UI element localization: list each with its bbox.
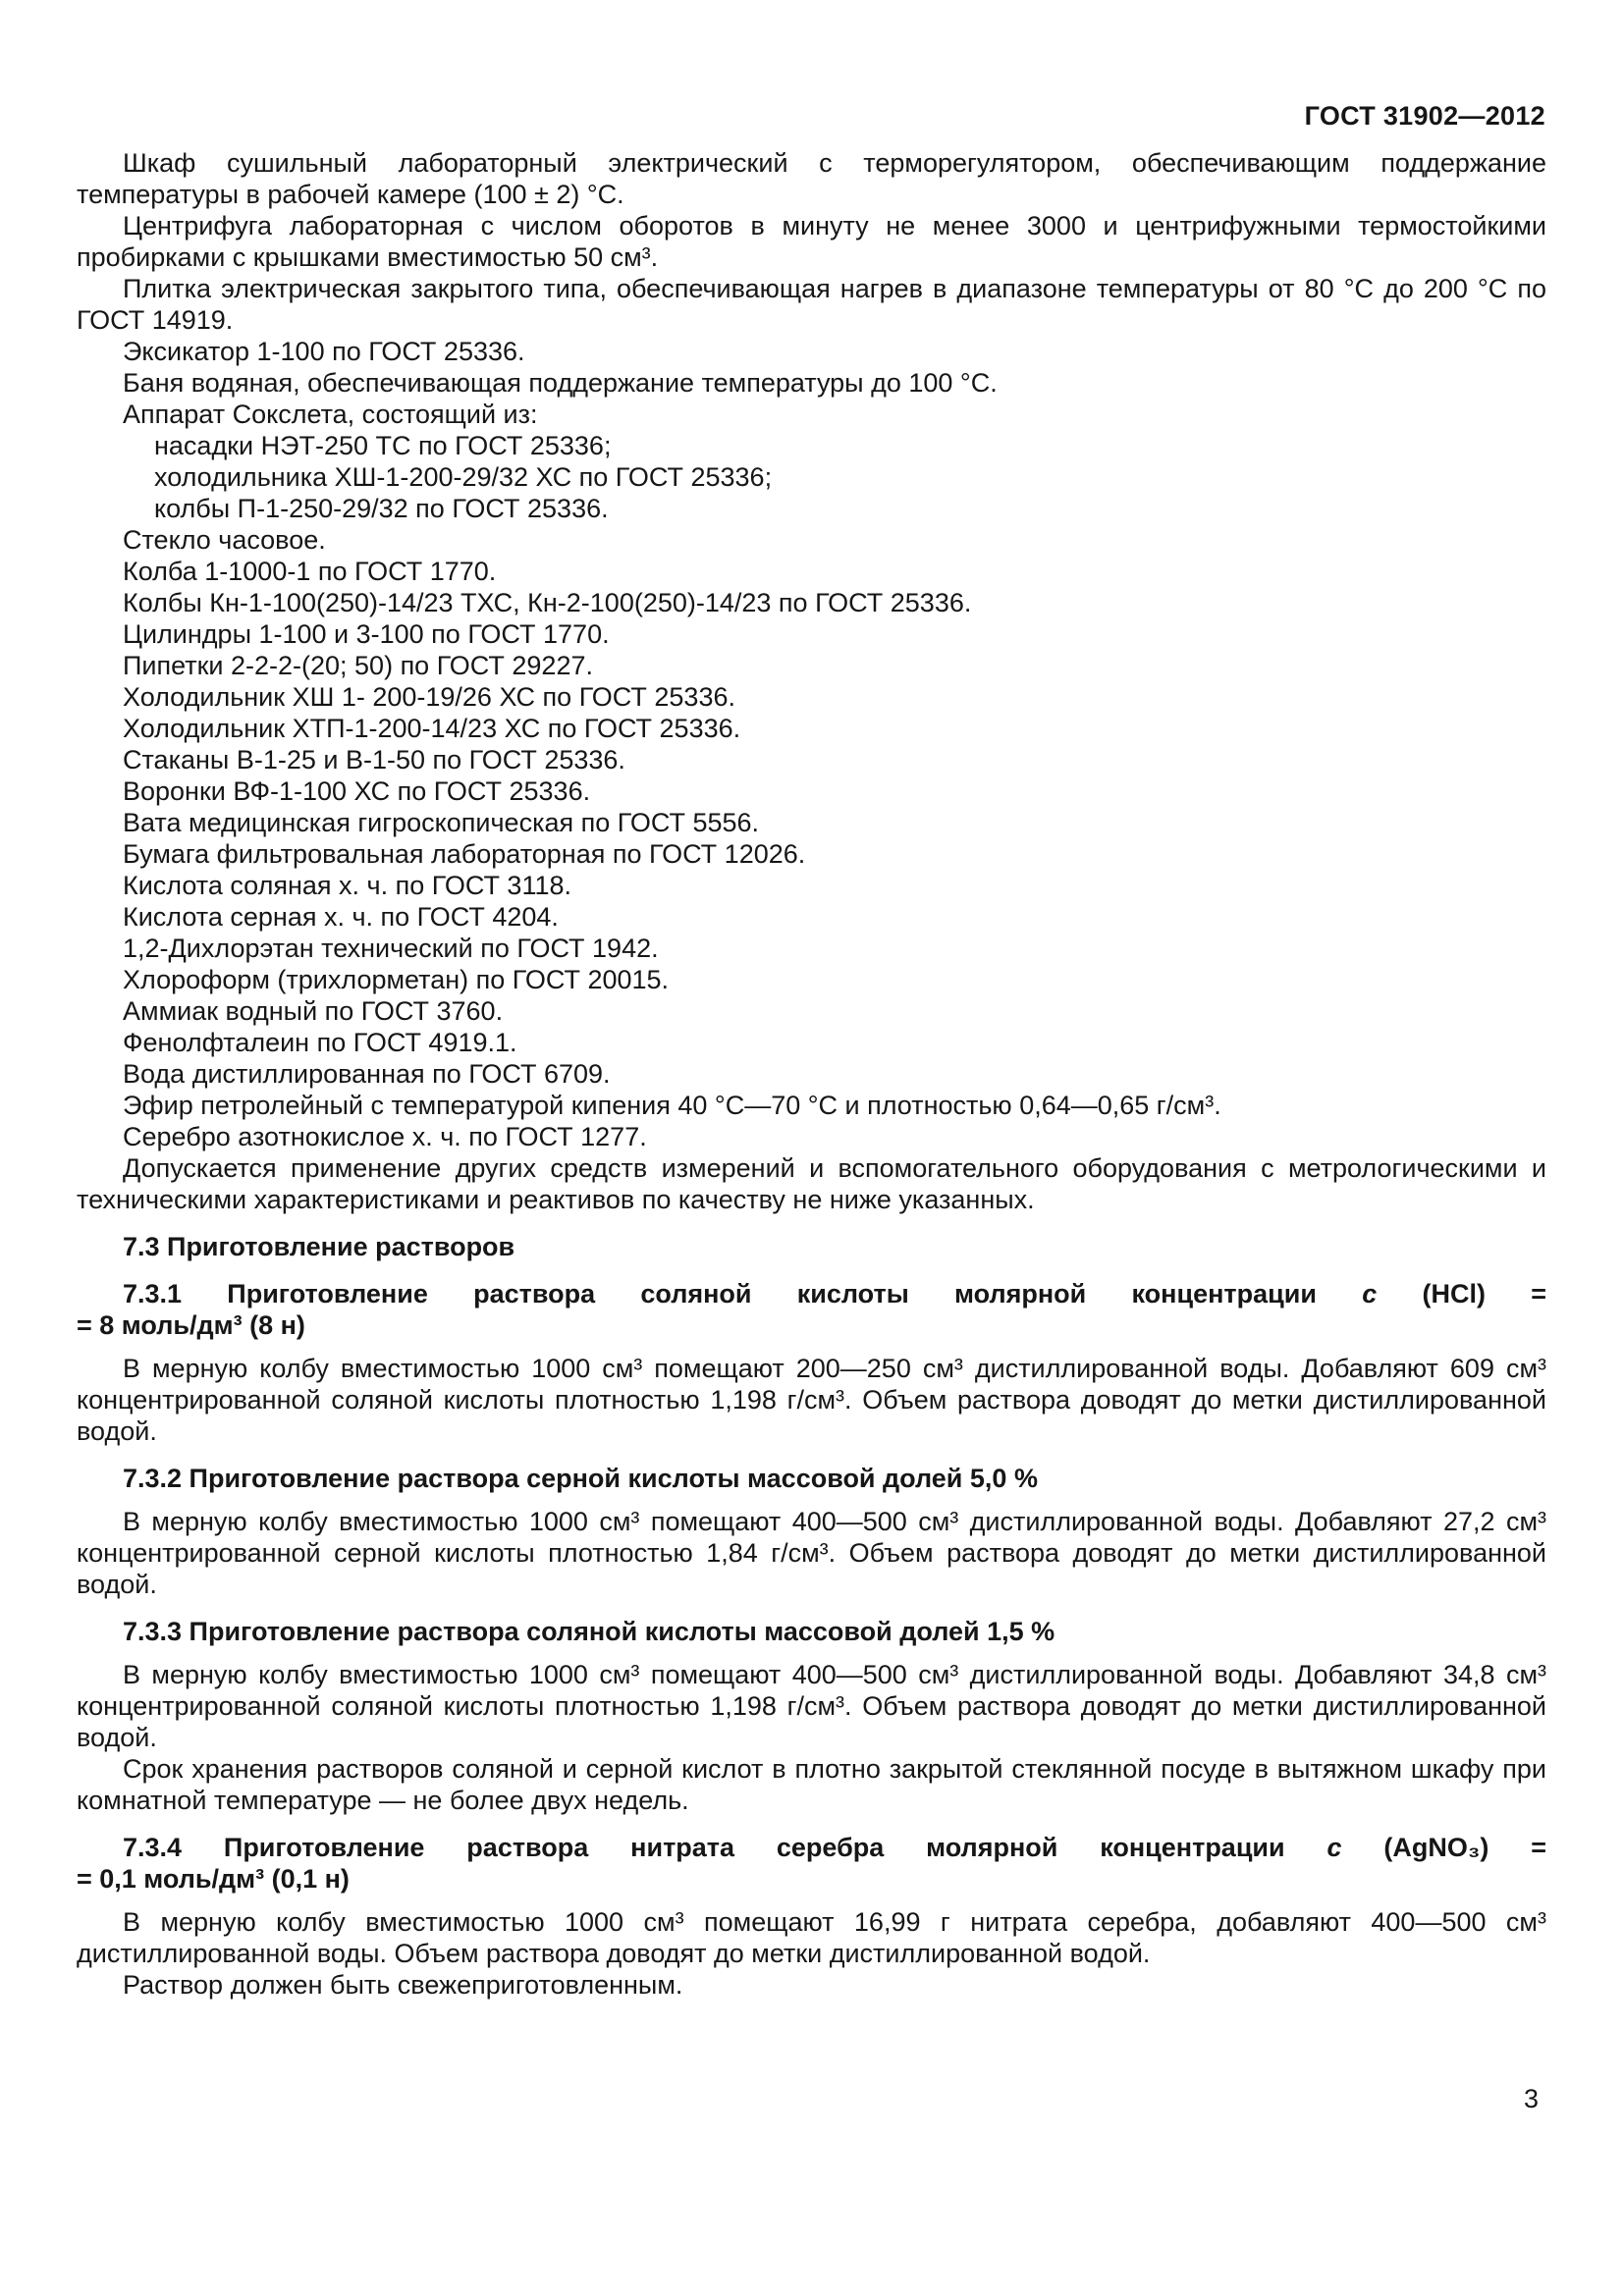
paragraph: В мерную колбу вместимостью 1000 см³ помещают 400—500 см³ дистиллированной воды. Добавляют 34,8 см³ концентрированной соляной кислоты плотностью 1,198 г/см³. Объем раствора доводят до метки дистиллированной водой. (77, 1660, 1546, 1752)
document-code: ГОСТ 31902—2012 (1304, 101, 1545, 131)
heading-line-2: = 0,1 моль/дм³ (0,1 н) (77, 1864, 350, 1894)
heading-formula: (AgNO₃) = (1383, 1833, 1546, 1862)
paragraph: В мерную колбу вместимостью 1000 см³ помещают 400—500 см³ дистиллированной воды. Добавляют 27,2 см³ концентрированной серной кислоты плотностью 1,84 г/см³. Объем раствора доводят до метки дистиллированной водой. (77, 1507, 1546, 1599)
paragraph: Эфир петролейный с температурой кипения 40 °С—70 °С и плотностью 0,64—0,65 г/см³. (123, 1091, 1221, 1120)
paragraph: Срок хранения растворов соляной и серной кислот в плотно закрытой стеклянной посуде в вытяжном шкафу при комнатной температуре — не более двух недель. (77, 1754, 1546, 1815)
heading-line-1 (77, 1278, 1546, 1309)
heading-text: 7.3.1 Приготовление раствора соляной кислоты молярной концентрации (123, 1279, 1317, 1308)
concentration-symbol: с (1326, 1833, 1342, 1862)
paragraph: Раствор должен быть свежеприготовленным. (123, 1970, 683, 2000)
paragraph: В мерную колбу вместимостью 1000 см³ помещают 16,99 г нитрата серебра, добавляют 400—500 см³ дистиллированной воды. Объем раствора доводят до метки дистиллированной водой. (77, 1907, 1546, 1968)
paragraph: Хлороформ (трихлорметан) по ГОСТ 20015. (123, 965, 670, 994)
paragraph: Колба 1-1000-1 по ГОСТ 1770. (123, 557, 497, 586)
section-heading-7-3-1 (77, 1278, 1546, 1341)
paragraph: Цилиндры 1-100 и 3-100 по ГОСТ 1770. (123, 619, 610, 649)
paragraph: Аппарат Сокслета, состоящий из: (123, 400, 538, 429)
paragraph: Центрифуга лабораторная с числом оборотов в минуту не менее 3000 и центрифужными термостойкими пробирками с крышками вместимостью 50 см³. (77, 211, 1546, 272)
paragraph: Кислота соляная х. ч. по ГОСТ 3118. (123, 871, 571, 900)
document-content (77, 147, 1546, 2001)
paragraph: Колбы Кн-1-100(250)-14/23 ТХС, Кн-2-100(250)-14/23 по ГОСТ 25336. (123, 588, 972, 617)
paragraph: Стаканы В-1-25 и В-1-50 по ГОСТ 25336. (123, 745, 625, 774)
paragraph: Фенолфталеин по ГОСТ 4919.1. (123, 1028, 517, 1057)
list-item: холодильника ХШ-1-200-29/32 ХС по ГОСТ 25336; (154, 462, 773, 492)
paragraph: Серебро азотнокислое х. ч. по ГОСТ 1277. (123, 1122, 647, 1151)
paragraph: Баня водяная, обеспечивающая поддержание температуры до 100 °С. (123, 368, 998, 398)
list-item: колбы П-1-250-29/32 по ГОСТ 25336. (154, 494, 609, 523)
paragraph: Стекло часовое. (123, 525, 326, 555)
paragraph: Холодильник ХШ 1- 200-19/26 ХС по ГОСТ 25336. (123, 682, 735, 712)
heading-text: 7.3.4 Приготовление раствора нитрата серебра молярной концентрации (123, 1833, 1285, 1862)
section-heading-7-3: 7.3 Приготовление растворов (123, 1232, 515, 1261)
paragraph: Шкаф сушильный лабораторный электрический с терморегулятором, обеспечивающим поддержание температуры в рабочей камере (100 ± 2) °С. (77, 148, 1546, 209)
section-heading-7-3-3: 7.3.3 Приготовление раствора соляной кислоты массовой долей 1,5 % (123, 1617, 1055, 1646)
concentration-symbol: с (1362, 1279, 1378, 1308)
heading-line-1 (77, 1832, 1546, 1863)
heading-formula: (HCl) = (1422, 1279, 1547, 1308)
paragraph: Вода дистиллированная по ГОСТ 6709. (123, 1059, 611, 1089)
paragraph: Кислота серная х. ч. по ГОСТ 4204. (123, 902, 559, 932)
paragraph: Аммиак водный по ГОСТ 3760. (123, 996, 504, 1026)
paragraph: В мерную колбу вместимостью 1000 см³ помещают 200—250 см³ дистиллированной воды. Добавляют 609 см³ концентрированной соляной кислоты плотностью 1,198 г/см³. Объем раствора доводят до метки дистиллированной водой. (77, 1354, 1546, 1446)
paragraph: Вата медицинская гигроскопическая по ГОСТ 5556. (123, 808, 760, 837)
paragraph: Бумага фильтровальная лабораторная по ГОСТ 12026. (123, 839, 806, 869)
paragraph: Воронки ВФ-1-100 ХС по ГОСТ 25336. (123, 776, 591, 806)
paragraph: Плитка электрическая закрытого типа, обеспечивающая нагрев в диапазоне температуры от 80 °С до 200 °С по ГОСТ 14919. (77, 274, 1546, 335)
paragraph: Холодильник ХТП-1-200-14/23 ХС по ГОСТ 25336. (123, 714, 741, 743)
paragraph: 1,2-Дихлорэтан технический по ГОСТ 1942. (123, 934, 659, 963)
section-heading-7-3-2: 7.3.2 Приготовление раствора серной кислоты массовой долей 5,0 % (123, 1464, 1038, 1493)
paragraph: Допускается применение других средств измерений и вспомогательного оборудования с метрологическими и техническими характеристиками и реактивов по качеству не ниже указанных. (77, 1153, 1546, 1214)
section-heading-7-3-4 (77, 1832, 1546, 1895)
paragraph: Эксикатор 1-100 по ГОСТ 25336. (123, 337, 525, 366)
page-number: 3 (1523, 2084, 1539, 2113)
heading-line-2: = 8 моль/дм³ (8 н) (77, 1310, 305, 1340)
paragraph: Пипетки 2-2-2-(20; 50) по ГОСТ 29227. (123, 651, 593, 680)
list-item: насадки НЭТ-250 ТС по ГОСТ 25336; (154, 431, 612, 460)
